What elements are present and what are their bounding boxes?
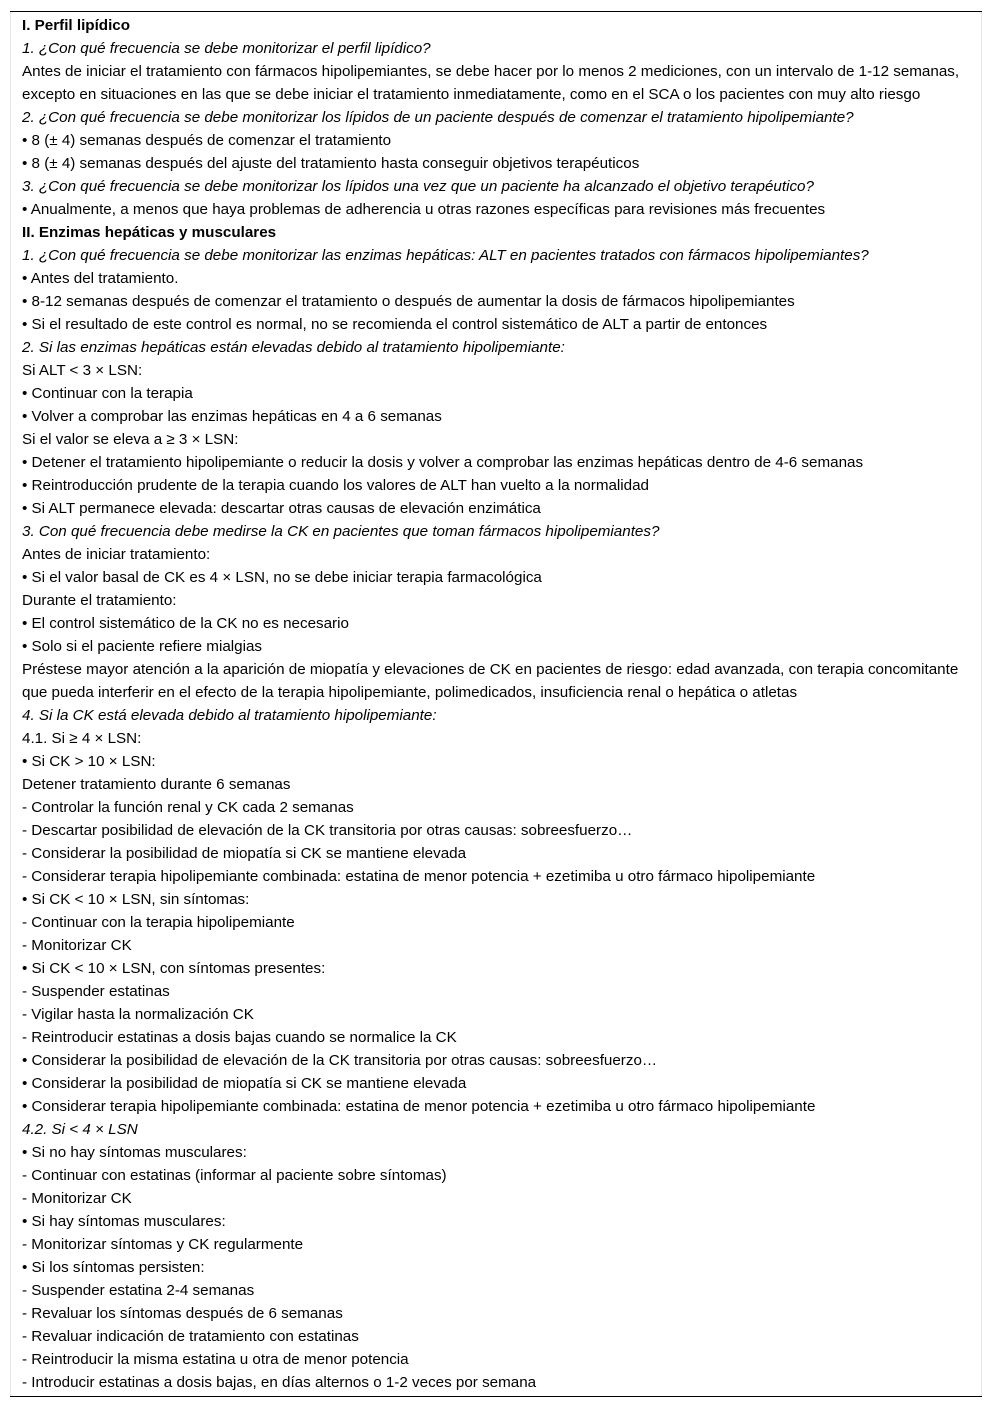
- text-line: • Considerar la posibilidad de elevación de la CK transitoria por otras causas: sobreesfuerzo…: [22, 1052, 658, 1069]
- text-line: Antes de iniciar el tratamiento con fármacos hipolipemiantes, se debe hacer por lo menos 2 mediciones, con un intervalo de 1-12 semanas, excepto en situaciones en las que se debe iniciar el tratamiento inmediatamente, como en el SCA o los pacientes con muy alto riesgo: [22, 63, 960, 103]
- text-line: • 8 (± 4) semanas después de comenzar el tratamiento: [22, 132, 392, 149]
- text-line: • Si hay síntomas musculares:: [22, 1213, 226, 1230]
- text-line: - Considerar terapia hipolipemiante combinada: estatina de menor potencia + ezetimiba u otro fármaco hipolipemiante: [22, 868, 816, 885]
- text-line: - Continuar con estatinas (informar al paciente sobre síntomas): [22, 1167, 447, 1184]
- text-line: - Revaluar indicación de tratamiento con estatinas: [22, 1328, 359, 1345]
- question-line: 2. ¿Con qué frecuencia se debe monitorizar los lípidos de un paciente después de comenzar el tratamiento hipolipemiante?: [22, 109, 854, 126]
- text-line: - Considerar la posibilidad de miopatía si CK se mantiene elevada: [22, 845, 467, 862]
- text-line: Durante el tratamiento:: [22, 592, 177, 609]
- text-line: • Si el resultado de este control es normal, no se recomienda el control sistemático de ALT a partir de entonces: [22, 316, 768, 333]
- question-line: 3. ¿Con qué frecuencia se debe monitorizar los lípidos una vez que un paciente ha alcanzado el objetivo terapéutico?: [22, 178, 814, 195]
- text-line: Si ALT < 3 × LSN:: [22, 362, 143, 379]
- text-line: • Si CK < 10 × LSN, con síntomas presentes:: [22, 960, 326, 977]
- text-line: - Continuar con la terapia hipolipemiante: [22, 914, 295, 931]
- text-line: - Reintroducir estatinas a dosis bajas cuando se normalice la CK: [22, 1029, 457, 1046]
- text-line: • El control sistemático de la CK no es necesario: [22, 615, 349, 632]
- text-line: - Vigilar hasta la normalización CK: [22, 1006, 254, 1023]
- text-line: • Detener el tratamiento hipolipemiante o reducir la dosis y volver a comprobar las enzimas hepáticas dentro de 4-6 semanas: [22, 454, 864, 471]
- text-line: - Monitorizar síntomas y CK regularmente: [22, 1236, 304, 1253]
- question-line: 4. Si la CK está elevada debido al tratamiento hipolipemiante:: [22, 707, 437, 724]
- text-line: • Antes del tratamiento.: [22, 270, 179, 287]
- question-line: 2. Si las enzimas hepáticas están elevadas debido al tratamiento hipolipemiante:: [22, 339, 565, 356]
- question-line: 1. ¿Con qué frecuencia se debe monitorizar el perfil lipídico?: [22, 40, 431, 57]
- text-line: Si el valor se eleva a ≥ 3 × LSN:: [22, 431, 239, 448]
- text-line: Préstese mayor atención a la aparición de miopatía y elevaciones de CK en pacientes de riesgo: edad avanzada, con terapia concomitante que pueda interferir en el efecto de la terapia hipolipemiante, polimedicados, insuficiencia renal o hepática o atletas: [22, 661, 959, 701]
- text-line: - Monitorizar CK: [22, 1190, 132, 1207]
- question-line: 1. ¿Con qué frecuencia se debe monitorizar las enzimas hepáticas: ALT en pacientes tratados con fármacos hipolipemiantes?: [22, 247, 869, 264]
- text-line: • Si ALT permanece elevada: descartar otras causas de elevación enzimática: [22, 500, 541, 517]
- text-line: Antes de iniciar tratamiento:: [22, 546, 211, 563]
- text-line: - Suspender estatina 2-4 semanas: [22, 1282, 255, 1299]
- text-line: - Reintroducir la misma estatina u otra de menor potencia: [22, 1351, 409, 1368]
- text-line: • Continuar con la terapia: [22, 385, 193, 402]
- text-line: • Si los síntomas persisten:: [22, 1259, 205, 1276]
- text-line: • Volver a comprobar las enzimas hepáticas en 4 a 6 semanas: [22, 408, 442, 425]
- text-line: - Descartar posibilidad de elevación de la CK transitoria por otras causas: sobreesfuerzo…: [22, 822, 633, 839]
- section-heading: II. Enzimas hepáticas y musculares: [22, 224, 277, 241]
- text-line: Detener tratamiento durante 6 semanas: [22, 776, 291, 793]
- question-line: 3. Con qué frecuencia debe medirse la CK en pacientes que toman fármacos hipolipemiantes?: [22, 523, 660, 540]
- text-line: - Monitorizar CK: [22, 937, 132, 954]
- text-line: • Considerar terapia hipolipemiante combinada: estatina de menor potencia + ezetimiba u otro fármaco hipolipemiante: [22, 1098, 816, 1115]
- text-line: - Introducir estatinas a dosis bajas, en días alternos o 1-2 veces por semana: [22, 1374, 537, 1391]
- monitoring-table: [10, 11, 982, 1397]
- text-line: • Reintroducción prudente de la terapia cuando los valores de ALT han vuelto a la normalidad: [22, 477, 650, 494]
- text-line: • 8 (± 4) semanas después del ajuste del tratamiento hasta conseguir objetivos terapéuticos: [22, 155, 640, 172]
- text-line: • Si no hay síntomas musculares:: [22, 1144, 247, 1161]
- text-line: • Solo si el paciente refiere mialgias: [22, 638, 262, 655]
- table-cell: [10, 12, 982, 1396]
- text-line: - Controlar la función renal y CK cada 2 semanas: [22, 799, 354, 816]
- question-line: 4.2. Si < 4 × LSN: [22, 1121, 138, 1138]
- text-line: 4.1. Si ≥ 4 × LSN:: [22, 730, 142, 747]
- text-line: • 8-12 semanas después de comenzar el tratamiento o después de aumentar la dosis de fármacos hipolipemiantes: [22, 293, 795, 310]
- text-line: - Revaluar los síntomas después de 6 semanas: [22, 1305, 343, 1322]
- text-line: • Si CK > 10 × LSN:: [22, 753, 156, 770]
- section-heading: I. Perfil lipídico: [22, 17, 131, 34]
- text-line: • Considerar la posibilidad de miopatía si CK se mantiene elevada: [22, 1075, 467, 1092]
- text-line: • Si el valor basal de CK es 4 × LSN, no se debe iniciar terapia farmacológica: [22, 569, 542, 586]
- text-line: • Anualmente, a menos que haya problemas de adherencia u otras razones específicas para revisiones más frecuentes: [22, 201, 826, 218]
- text-line: - Suspender estatinas: [22, 983, 170, 1000]
- text-line: • Si CK < 10 × LSN, sin síntomas:: [22, 891, 250, 908]
